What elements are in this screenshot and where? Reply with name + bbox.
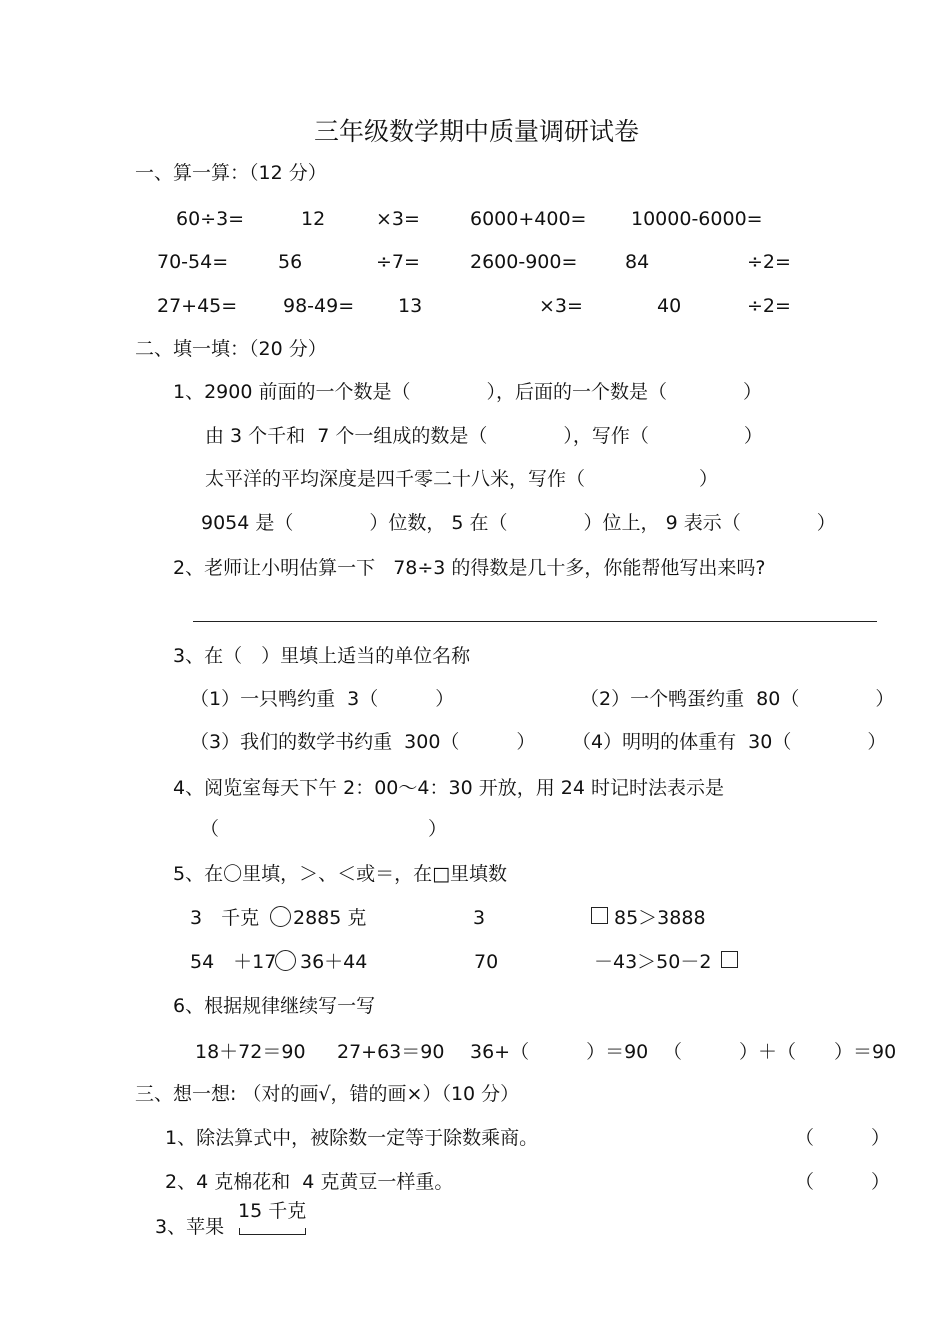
calc-item: 12 xyxy=(301,208,326,230)
calc-item: 98-49= xyxy=(283,295,355,317)
question-3-3: 3、苹果 xyxy=(155,1216,225,1238)
question-2-1d: 9054 是（ ）位数， 5 在（ ）位上， 9 表示（ ） xyxy=(201,512,836,534)
answer-parens: （ ） xyxy=(795,1127,891,1149)
compare-circle xyxy=(270,906,291,927)
question-2-3-part4: （4）明明的体重有 30（ ） xyxy=(572,731,887,753)
calc-item: ÷7= xyxy=(376,251,420,273)
section-1-heading: 一、算一算：（12 分） xyxy=(135,162,327,184)
question-2-1c: 太平洋的平均深度是四千零二十八米，写作（ ） xyxy=(205,468,719,490)
question-2-6: 6、根据规律继续写一写 xyxy=(173,995,376,1017)
weight-bracket xyxy=(239,1228,306,1235)
pattern-item: 18＋72＝90 xyxy=(195,1041,306,1063)
calc-item: 40 xyxy=(657,295,682,317)
calc-item: 13 xyxy=(398,295,423,317)
question-2-3-part2: （2）一个鸭蛋约重 80（ ） xyxy=(580,688,895,710)
answer-parens: （ ） xyxy=(795,1171,891,1193)
pattern-item: （ ）＋（ ）＝90 xyxy=(663,1041,897,1063)
calc-item: ÷2= xyxy=(747,251,791,273)
answer-line xyxy=(193,621,877,622)
compare-item: －43＞50－2 xyxy=(594,951,712,973)
compare-item: 85＞3888 xyxy=(614,907,706,929)
calc-item: 10000-6000= xyxy=(631,208,763,230)
question-2-4: 4、阅览室每天下午 2：00～4：30 开放，用 24 时记时法表示是 xyxy=(173,777,724,799)
question-2-3-part3: （3）我们的数学书约重 300（ ） xyxy=(190,731,536,753)
compare-item: 54 ＋17 xyxy=(190,951,277,973)
question-2-4-blank: （ ） xyxy=(200,818,448,840)
weight-label: 15 千克 xyxy=(238,1200,307,1222)
calc-item: ×3= xyxy=(539,295,583,317)
calc-item: ÷2= xyxy=(747,295,791,317)
section-2-heading: 二、填一填：（20 分） xyxy=(135,338,327,360)
page-title: 三年级数学期中质量调研试卷 xyxy=(314,117,640,146)
compare-item: 3 千克 xyxy=(190,907,260,929)
pattern-item: 27+63＝90 xyxy=(337,1041,445,1063)
question-2-1b: 由 3 个千和 7 个一组成的数是（ ），写作（ ） xyxy=(205,425,763,447)
pattern-item: 36+（ ）＝90 xyxy=(470,1041,649,1063)
calc-item: 2600-900= xyxy=(470,251,578,273)
section-3-heading: 三、想一想: （对的画√，错的画×）（10 分） xyxy=(135,1083,520,1105)
compare-item: 70 xyxy=(474,951,499,973)
question-2-1a: 1、2900 前面的一个数是（ ），后面的一个数是（ ） xyxy=(173,381,762,403)
compare-item: 3 xyxy=(473,907,486,929)
fill-box xyxy=(591,907,608,924)
calc-item: 27+45= xyxy=(157,295,238,317)
question-2-3: 3、在（ ）里填上适当的单位名称 xyxy=(173,645,471,667)
question-3-1: 1、除法算式中，被除数一定等于除数乘商。 xyxy=(165,1127,539,1149)
question-3-2: 2、4 克棉花和 4 克黄豆一样重。 xyxy=(165,1171,454,1193)
compare-item: 36＋44 xyxy=(300,951,368,973)
compare-circle xyxy=(275,950,296,971)
calc-item: ×3= xyxy=(376,208,420,230)
fill-box xyxy=(721,951,738,968)
calc-item: 70-54= xyxy=(157,251,229,273)
calc-item: 6000+400= xyxy=(470,208,587,230)
question-2-2: 2、老师让小明估算一下 78÷3 的得数是几十多，你能帮他写出来吗? xyxy=(173,557,766,579)
calc-item: 84 xyxy=(625,251,650,273)
calc-item: 56 xyxy=(278,251,303,273)
question-2-3-part1: （1）一只鸭约重 3（ ） xyxy=(190,688,455,710)
compare-item: 2885 克 xyxy=(293,907,367,929)
question-2-5: 5、在〇里填，＞、＜或＝，在□里填数 xyxy=(173,863,508,885)
calc-item: 60÷3= xyxy=(176,208,245,230)
